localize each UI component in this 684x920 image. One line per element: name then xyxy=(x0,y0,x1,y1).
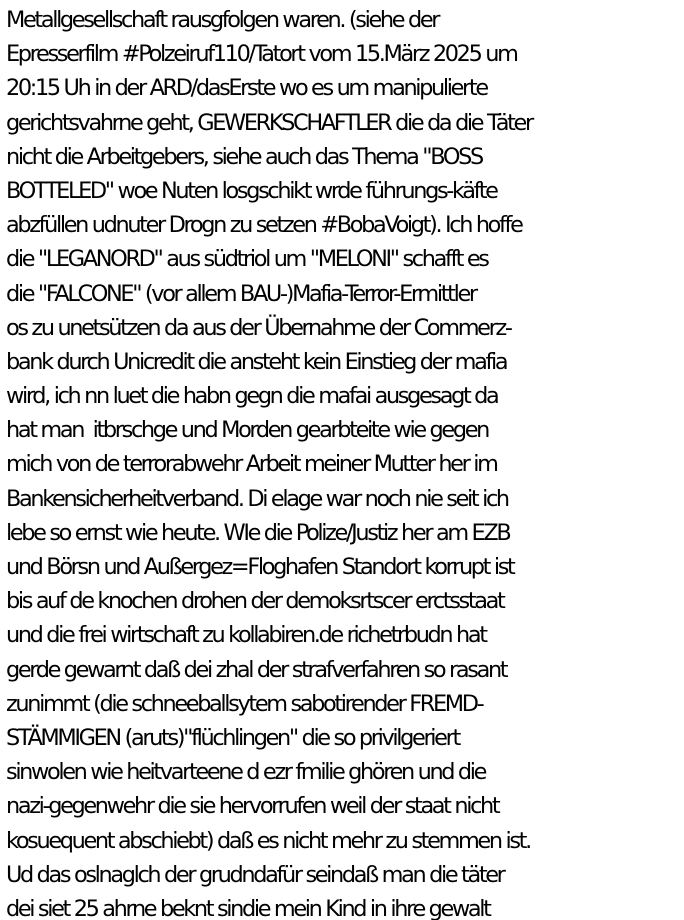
text-line-19: und die frei wirtschaft zu kollabiren.de richetrbudn hat xyxy=(6,622,486,649)
text-line-26: Ud das oslnaglch der grudndafür seindaß man die täter xyxy=(6,861,504,888)
text-line-9: die "FALCONE" (vor allem BAU-)Mafia-Terror-Ermittler xyxy=(6,280,476,307)
text-line-8: die "LEGANORD" aus südtriol um "MELONI" schafft es xyxy=(6,246,488,273)
text-line-13: hat man itbrschge und Morden gearbteite wie gegen xyxy=(6,417,488,444)
text-line-21: zunimmt (die schneeballsytem sabotirender FREMD- xyxy=(6,690,483,717)
text-line-10: os zu unetsützen da aus der Übernahme der Commerz- xyxy=(6,314,511,341)
text-line-5: nicht die Arbeitgebers, siehe auch das Thema "BOSS xyxy=(6,143,482,170)
text-line-23: sinwolen wie heitvarteene d ezr fmilie ghören und die xyxy=(6,759,486,786)
text-line-27: dei siet 25 ahrne beknt sindie mein Kind in ihre gewalt xyxy=(6,895,490,920)
text-line-2: Epresserfilm #Polzeiruf110/Tatort vom 15.März 2025 um xyxy=(6,41,517,68)
text-line-14: mich von de terrorabwehr Arbeit meiner Mutter her im xyxy=(6,451,497,478)
text-line-4: gerichtsvahrne geht, GEWERKSCHAFTLER die da die Täter xyxy=(6,109,532,136)
text-line-25: kosuequent abschiebt) daß es nicht mehr zu stemmen ist. xyxy=(6,827,530,854)
text-line-1: Metallgesellschaft rausgfolgen waren. (siehe der xyxy=(6,7,439,33)
text-line-22: STÄMMIGEN (aruts)"flüchlingen" die so privilgeriert xyxy=(6,724,459,751)
text-line-18: bis auf de knochen drohen der demoksrtscer erctsstaat xyxy=(6,588,504,615)
text-line-17: und Börsn und Außergez=Floghafen Standort korrupt ist xyxy=(6,554,514,580)
text-line-7: abzfüllen udnuter Drogn zu setzen #BobaVoigt). Ich hoffe xyxy=(6,212,522,239)
text-line-11: bank durch Unicredit die ansteht kein Einstieg der mafia xyxy=(6,348,507,375)
text-line-3: 20:15 Uh in der ARD/dasErste wo es um manipulierte xyxy=(6,75,487,102)
text-line-6: BOTTELED" woe Nuten losgschikt wrde führungs-käfte xyxy=(6,177,497,204)
text-line-20: gerde gewarnt daß dei zhal der strafverfahren so rasant xyxy=(6,656,507,683)
text-line-12: wird, ich nn luet die habn gegn die mafai ausgesagt da xyxy=(6,383,498,410)
text-line-16: lebe so ernst wie heute. WIe die Polize/Justiz her am EZB xyxy=(6,519,510,546)
text-line-15: Bankensicherheitverband. Di elage war noch nie seit ich xyxy=(6,485,508,512)
text-line-24: nazi-gegenwehr die sie hervorrufen weil der staat nicht xyxy=(6,793,499,820)
